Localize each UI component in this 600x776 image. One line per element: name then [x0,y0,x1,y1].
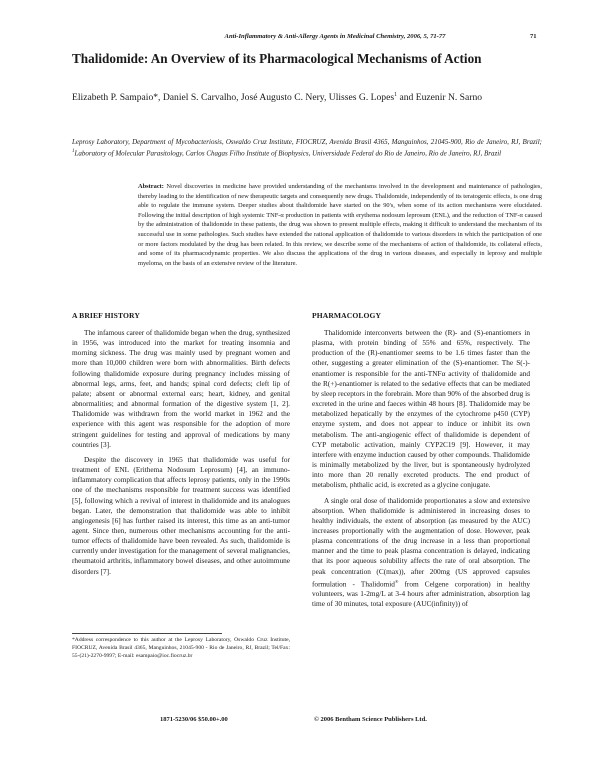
abstract [138,182,542,268]
abstract-label: Abstract: [138,183,164,190]
affiliation-mark: 1 [72,149,75,155]
registered-mark: ® [394,578,399,584]
affiliation-end: Laboratory of Molecular Parasitology, Carlos Chagas Filho Institute of Biophysics, Universidade Federal do Rio de Janeiro, Rio de Janeiro, RJ, Brazil [74,149,502,158]
paragraph: The infamous career of thalidomide began when the drug, synthesized in 1956, was introduced into the market for treating insomnia and morning sickness. The drug was mainly used by pregnant women and more than 10,000 children were born with abnormalities. Birth defects following thalidomide exposure during pregnancy includes missing of abnormal legs, arms, feet, and hands; spinal cord defects; cleft lip of palate; absent or abnormal external ears; heart, kidney, and genital abnormalities; and abnormal formation of the digestive system [1, 2]. Thalidomide was withdrawn from the world market in 1962 and the experience with this agent was responsible for the adoption of more stringent guidelines for testing and approval of medications by many countries [3]. [72,328,290,449]
paragraph [312,496,530,610]
author-list [72,89,542,105]
abstract-text: Novel discoveries in medicine have provided understanding of the mechanisms involved in the development and maintenance of pathologies, thereby leading to the identification of new therapeutic targets and consequently new drugs. Thalidomide, independently of its teratogenic effects, is one drug able to regulate the immune system. Deeper studies about thalidomide have started on the 90's, when some of its action mechanisms were elucidated. Following the initial description of high systemic TNF-α production in patients with erythema nodosum leprosum (ENL), and the reduction of TNF-α caused by the administration of thalidomide in these patients, the drug was shown to present multiple effects, making it difficult to understand the mechanism of its successful use in some pathologies. Such studies have extended the rational application of thalidomide to various disorders in which the participation of one or more factors modulated by the drug has been related. In this review, we describe some of the mechanisms of action of thalidomide, its collateral effects, and some of its pharmacodynamic properties. We also discuss the applications of the drug in various diseases, and especially in leprosy and multiple myeloma, on the basis of an extensive review of the literature. [138,183,542,267]
page-number: 71 [530,33,537,40]
article-title: Thalidomide: An Overview of its Pharmacological Mechanisms of Action [72,51,482,66]
footnote-divider [72,633,222,634]
section-heading-brief-history: A BRIEF HISTORY [72,311,140,320]
affiliation [72,137,542,159]
left-column [72,311,290,582]
paragraph: Thalidomide interconverts between the (R)- and (S)-enantiomers in plasma, with protein binding of 55% and 65%, respectively. The production of the (R)-enantiomer seems to be 1.6 times faster than the other, suggesting a greater elimination of the (S)-enantiomer. The S(-)-enantiomer is responsible for the anti-TNFα activity of thalidomide and the R(+)-enantiomer is related to the sedative effects that can be mediated by sleep receptors in the forebrain. More than 90% of the absorbed drug is excreted in the urine and faeces within 48 hours [8]. Thalidomide may be metabolized hepatically by the enzymes of the cytochrome p450 (CYP) enzyme system, and does not appear to induce or inhibit its own metabolism. The anti-angiogenic effect of thalidomide is dependent of CYP metabolic activation, mainly CYP2C19 [9]. However, it may interfere with enzyme induction caused by other compounds. Thalidomide is minimally metabolized by the liver, but is spontaneously hydrolyzed into more than 20 renally excreted products. The end product of metabolism, phthalic acid, is excreted as a glycine conjugate. [312,328,530,490]
issn-price: 1871-5230/06 $50.00+.00 [160,716,228,723]
running-head: Anti-Inflammatory & Anti-Allergy Agents in Medicinal Chemistry, 2006, 5, 71-77 [224,33,446,40]
affiliation-main: Leprosy Laboratory, Department of Mycobacteriosis, Oswaldo Cruz Institute, FIOCRUZ, Avenida Brasil 4365, Manguinhos, 21045-900, Rio de Janeiro, RJ, Brazil; [72,138,542,146]
authors-end: and Euzenir N. Sarno [397,92,483,104]
correspondence-footnote: *Address correspondence to this author at the Leprosy Laboratory, Oswaldo Cruz Institute, FIOCRUZ, Avenida Brasil 4365, Manguinhos, 21045-900 - Rio de Janeiro, RJ, Brazil; Tel/Fax: 55-(21)-2270-9997; E-mail: esampaio@ioc.fiocruz.br [72,637,290,660]
paragraph-main: A single oral dose of thalidomide proportionates a slow and extensive absorption. When thalidomide is administered in increasing doses to healthy individuals, the extent of absorption (as measured by the AUC) increases proportionally with the augmentation of dose. However, peak plasma concentrations of the drug increase in a less than proportional manner and the time to peak plasma concentration is delayed, indicating that its poor aqueous solubility affects the rate of oral absorption. The peak concentration (C(max)), after 200mg (US approved capsules formulation - Thalidomid [312,495,530,589]
section-heading-pharmacology: PHARMACOLOGY [312,311,382,320]
authors-main: Elizabeth P. Sampaio*, Daniel S. Carvalho, José Augusto C. Nery, Ulisses G. Lopes [72,92,395,104]
paragraph: Despite the discovery in 1965 that thalidomide was useful for treatment of ENL (Erithema Nodosum Leprosum) [4], an immuno-inflammatory complication that affects leprosy patients, only in the 1990s one of the mechanisms responsible for treatment success was identified [5], following which a revival of interest in thalidomide and its analogues began. Later, the demonstration that thalidomide was able to inhibit angiogenesis [6] has further raised its interest, this time as an anti-tumor agent. Since then, numerous other mechanisms accounting for the anti-tumor effects of thalidomide have been revealed. As such, thalidomide is currently under investigation for the management of several malignancies, rheumatoid arthritis, inflammatory bowel diseases, and other autoimmune disorders [7]. [72,454,290,576]
paragraph-end: from Celgene corporation) in healthy volunteers, was 1-2mg/L at 3-4 hours after administration, absorption lag time of 30 minutes, total exposure (AUC(infinity)) of [312,579,530,609]
copyright: © 2006 Bentham Science Publishers Ltd. [314,716,427,723]
right-column [312,311,530,615]
authors-affiliation-mark: 1 [394,92,398,98]
